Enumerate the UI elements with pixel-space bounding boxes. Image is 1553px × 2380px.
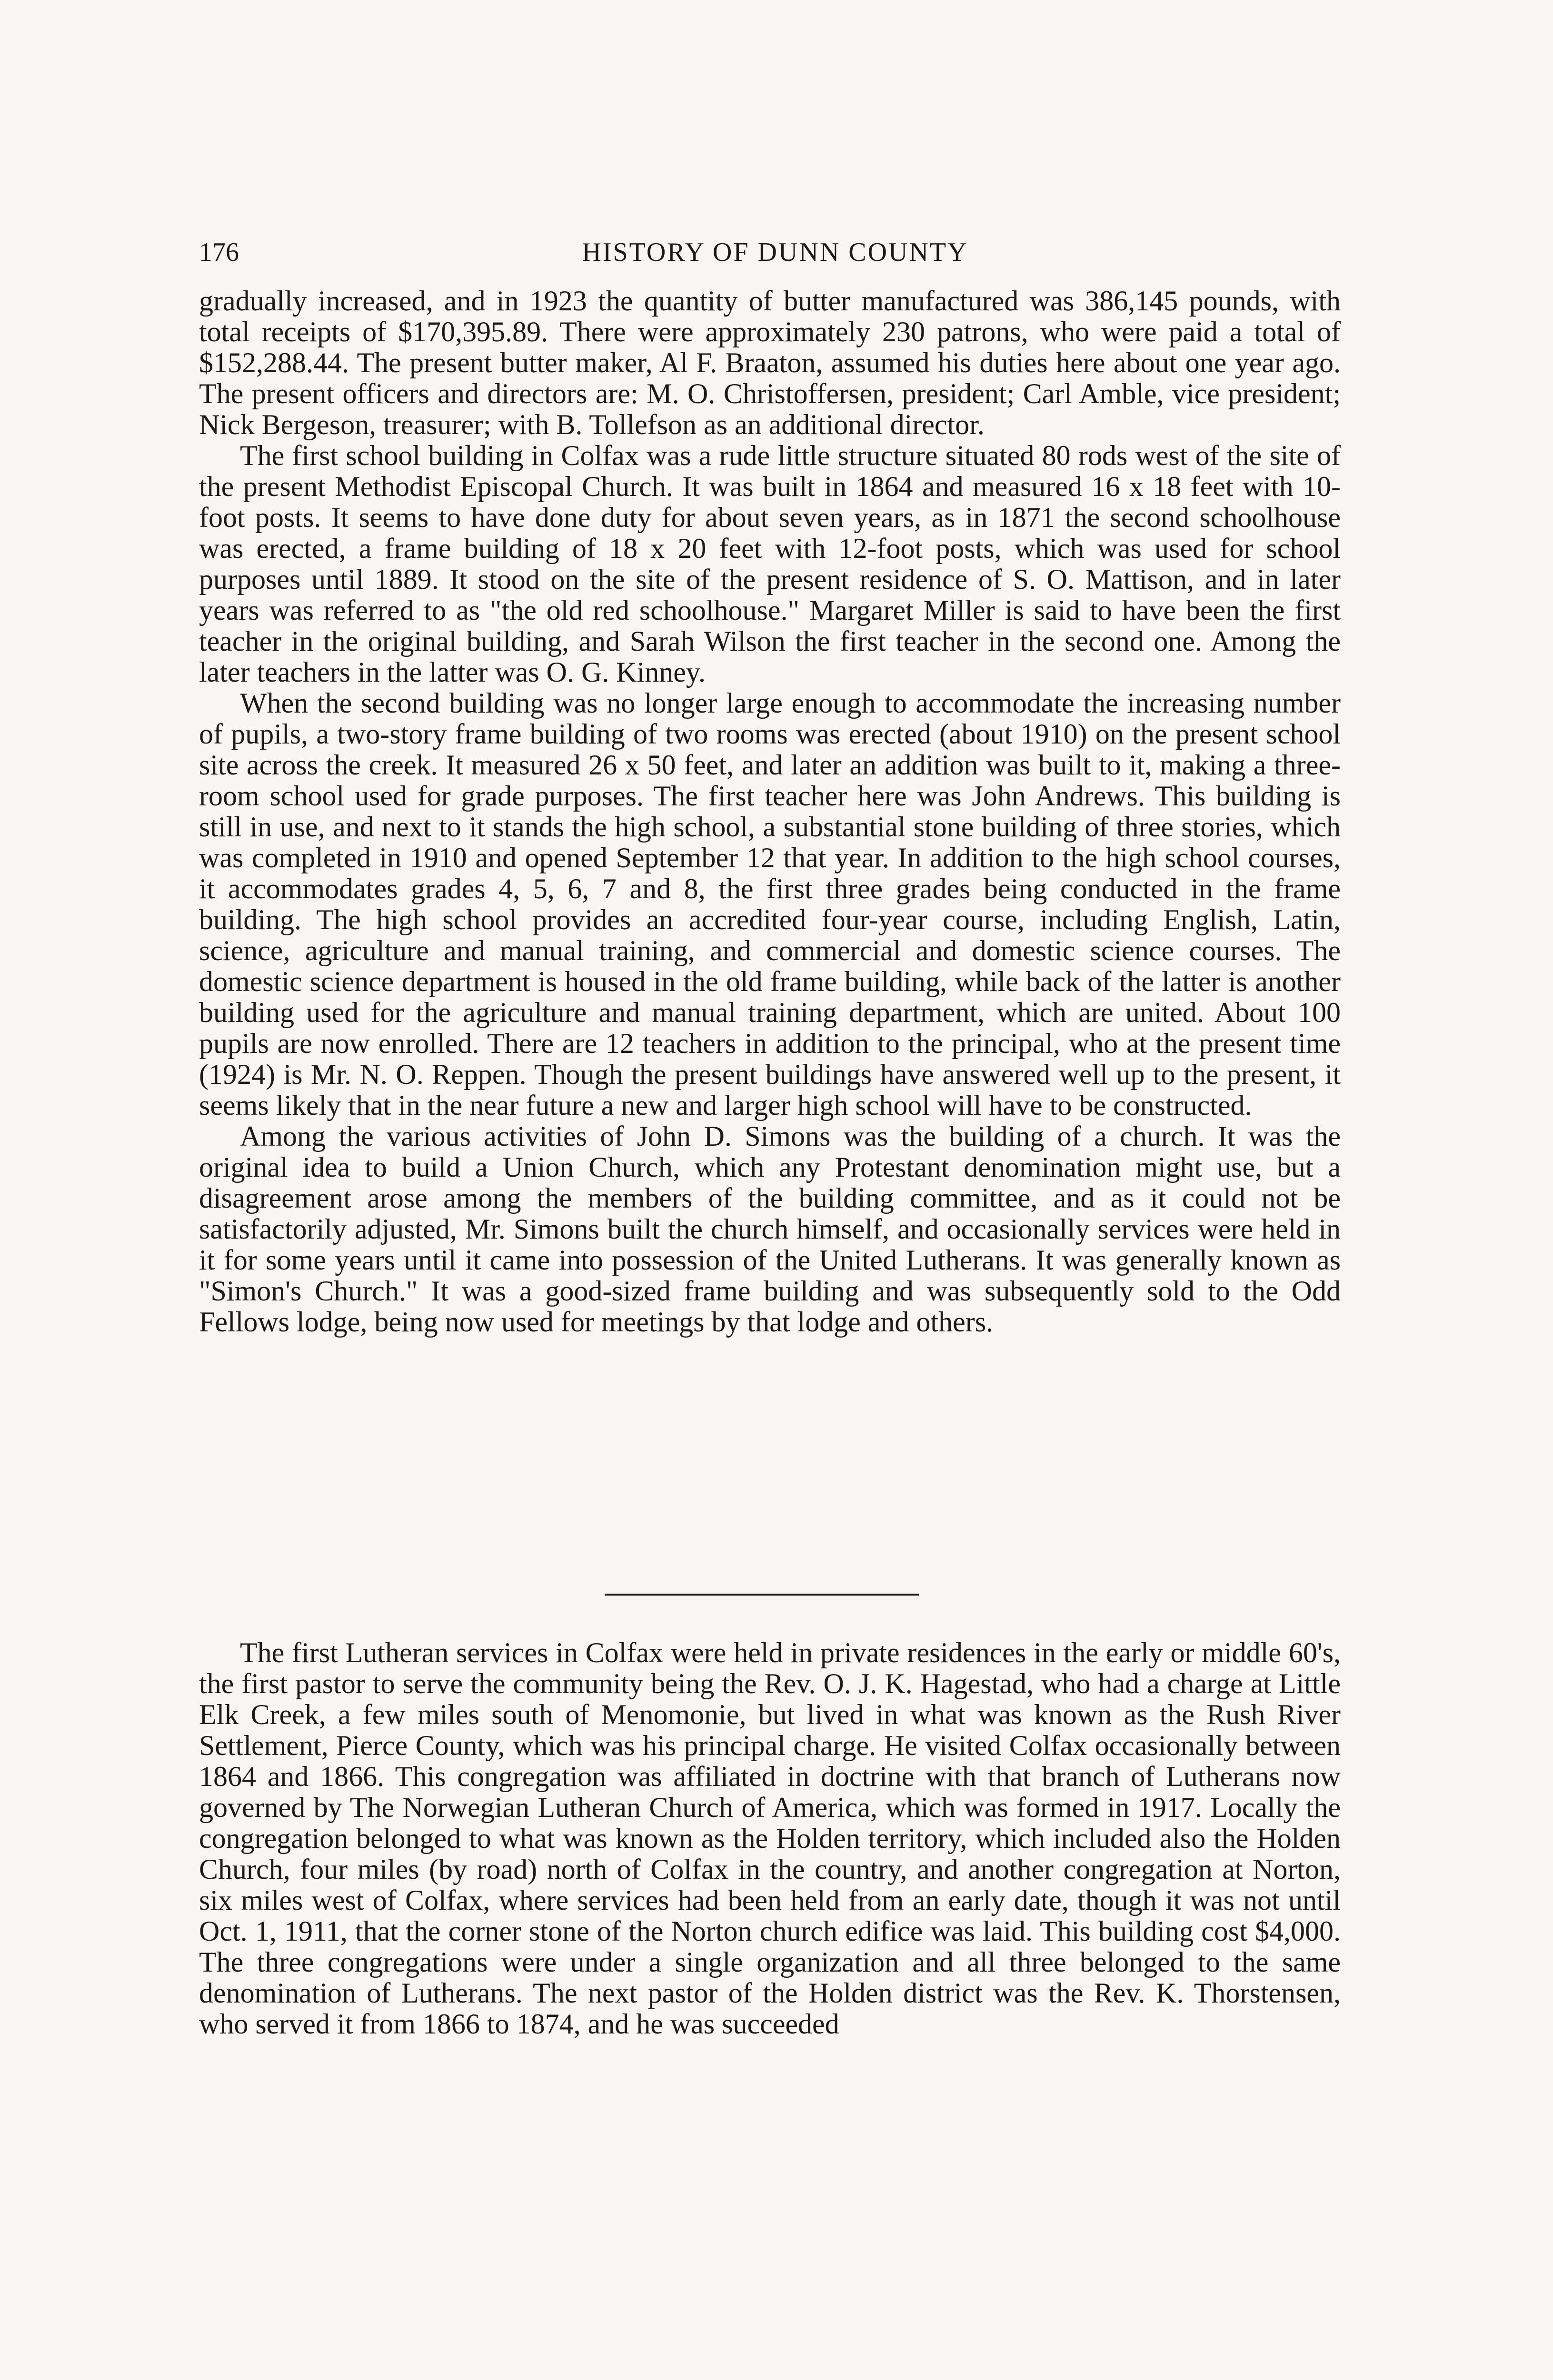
paragraph-creamery-continued: gradually increased, and in 1923 the quantity of butter manufactured was 386,145 pounds, with total receipts of $170,395.89. There were approximately 230 patrons, who were paid a total of $152,288.44. The present butter maker, Al F. Braaton, assumed his duties here about one year ago. The present officers and directors are: M. O. Christoffersen, president; Carl Amble, vice president; Nick Bergeson, treasurer; with B. Tollefson as an additional director. (199, 285, 1341, 440)
section-divider (605, 1594, 919, 1596)
paragraph-first-school: The first school building in Colfax was a rude little structure situated 80 rods west of the site of the present Methodist Episcopal Church. It was built in 1864 and measured 16 x 18 feet with 10-foot posts. It seems to have done duty for about seven years, as in 1871 the second schoolhouse was erected, a frame building of 18 x 20 feet with 12-foot posts, which was used for school purposes until 1889. It stood on the site of the present residence of S. O. Mattison, and in later years was referred to as "the old red schoolhouse." Margaret Miller is said to have been the first teacher in the original building, and Sarah Wilson the first teacher in the second one. Among the later teachers in the latter was O. G. Kinney. (199, 440, 1341, 688)
running-head: HISTORY OF DUNN COUNTY (582, 238, 968, 267)
section-a-text (199, 286, 1341, 1338)
paragraph-lutheran-services: The first Lutheran services in Colfax were held in private residences in the early or middle 60's, the first pastor to serve the community being the Rev. O. J. K. Hagestad, who had a charge at Little Elk Creek, a few miles south of Menomonie, but lived in what was known as the Rush River Settlement, Pierce County, which was his principal charge. He visited Colfax occasionally between 1864 and 1866. This congregation was affiliated in doctrine with that branch of Lutherans now governed by The Norwegian Lutheran Church of America, which was formed in 1917. Locally the congregation belonged to what was known as the Holden territory, which included also the Holden Church, four miles (by road) north of Colfax in the country, and another congregation at Norton, six miles west of Colfax, where services had been held from an early date, though it was not until Oct. 1, 1911, that the corner stone of the Norton church edifice was laid. This building cost $4,000. The three congregations were under a single organization and all three belonged to the same denomination of Lutherans. The next pastor of the Holden district was the Rev. K. Thorstensen, who served it from 1866 to 1874, and he was succeeded (199, 1637, 1341, 2040)
page-number: 176 (199, 238, 239, 267)
section-b-text (199, 1637, 1341, 2040)
page-header (199, 233, 1351, 271)
paragraph-simons-church: Among the various activities of John D. Simons was the building of a church. It was the original idea to build a Union Church, which any Protestant denomination might use, but a disagreement arose among the members of the building committee, and as it could not be satisfactorily adjusted, Mr. Simons built the church himself, and occasionally services were held in it for some years until it came into possession of the United Lutherans. It was generally known as "Simon's Church." It was a good-sized frame building and was subsequently sold to the Odd Fellows lodge, being now used for meetings by that lodge and others. (199, 1121, 1341, 1338)
paragraph-high-school: When the second building was no longer large enough to accommodate the increasing number of pupils, a two-story frame building of two rooms was erected (about 1910) on the present school site across the creek. It measured 26 x 50 feet, and later an addition was built to it, making a three-room school used for grade purposes. The first teacher here was John Andrews. This building is still in use, and next to it stands the high school, a substantial stone building of three stories, which was completed in 1910 and opened September 12 that year. In addition to the high school courses, it accommodates grades 4, 5, 6, 7 and 8, the first three grades being conducted in the frame building. The high school provides an accredited four-year course, including English, Latin, science, agriculture and manual training, and commercial and domestic science courses. The domestic science department is housed in the old frame building, while back of the latter is another building used for the agriculture and manual training department, which are united. About 100 pupils are now enrolled. There are 12 teachers in addition to the principal, who at the present time (1924) is Mr. N. O. Reppen. Though the present buildings have answered well up to the present, it seems likely that in the near future a new and larger high school will have to be constructed. (199, 687, 1341, 1121)
